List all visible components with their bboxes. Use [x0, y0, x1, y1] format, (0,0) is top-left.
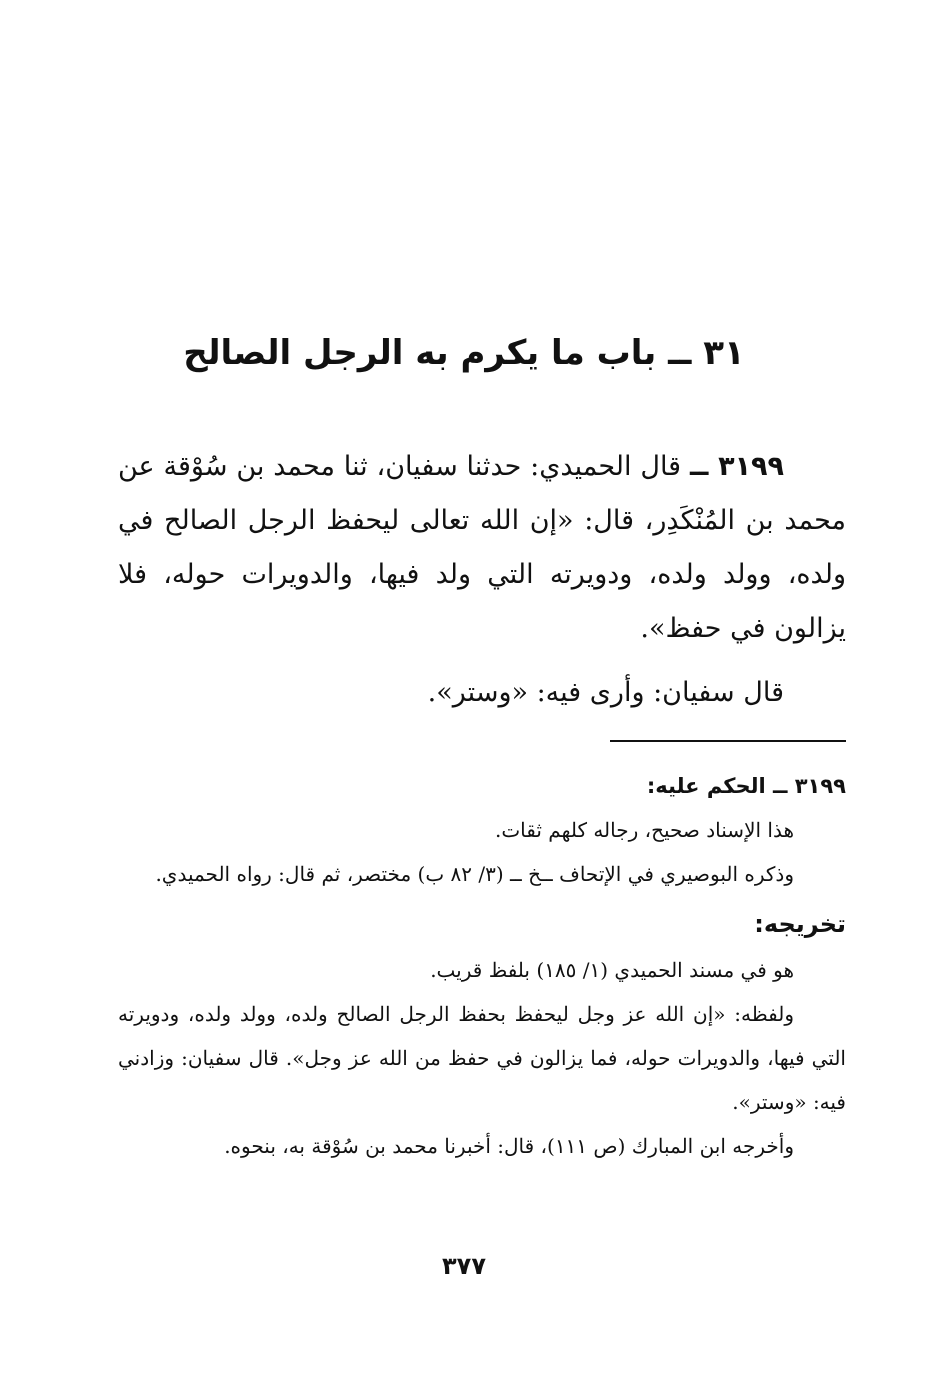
- footnotes-section: [118, 764, 846, 1168]
- hadith-addendum: قال سفيان: وأرى فيه: «وستر».: [427, 677, 784, 708]
- hadith-text: [118, 440, 846, 656]
- takhrij-line-1: هو في مسند الحميدي (١/ ١٨٥) بلفظ قريب.: [430, 958, 794, 982]
- hadith-section: [118, 440, 846, 720]
- hadith-number: ٣١٩٩ ــ: [689, 451, 785, 482]
- chapter-title: ٣١ ــ باب ما يكرم به الرجل الصالح: [183, 332, 745, 373]
- takhrij-line-3: وأخرجه ابن المبارك (ص ١١١)، قال: أخبرنا محمد بن سُوْقة به، بنحوه.: [224, 1134, 794, 1158]
- takhrij-heading: تخريجه:: [754, 910, 846, 938]
- footnote-divider: [610, 740, 846, 742]
- page-number: ٣٧٧: [442, 1252, 486, 1280]
- hadith-body: قال الحميدي: حدثنا سفيان، ثنا محمد بن سُوْقة عن محمد بن المُنْكَدِر، قال: «إن الله تعالى ليحفظ الرجل الصالح في ولده، وولد ولده، ودويرته التي ولد فيها، والدويرات حوله، فلا يزالون في حفظ».: [118, 451, 846, 644]
- ruling-heading: ٣١٩٩ ــ الحكم عليه:: [646, 774, 846, 798]
- takhrij-line-2: ولفظه: «إن الله عز وجل ليحفظ بحفظ الرجل الصالح ولده، وولد ولده، ودويرته التي فيها، والدويرات حوله، فما يزالون في حفظ من الله عز وجل». قال سفيان: وزادني فيه: «وستر».: [118, 1002, 846, 1114]
- ruling-line-2: وذكره البوصيري في الإتحاف ــخ ــ (٣/ ٨٢ ب) مختصر، ثم قال: رواه الحميدي.: [155, 862, 794, 886]
- ruling-line-1: هذا الإسناد صحيح، رجاله كلهم ثقات.: [494, 818, 794, 842]
